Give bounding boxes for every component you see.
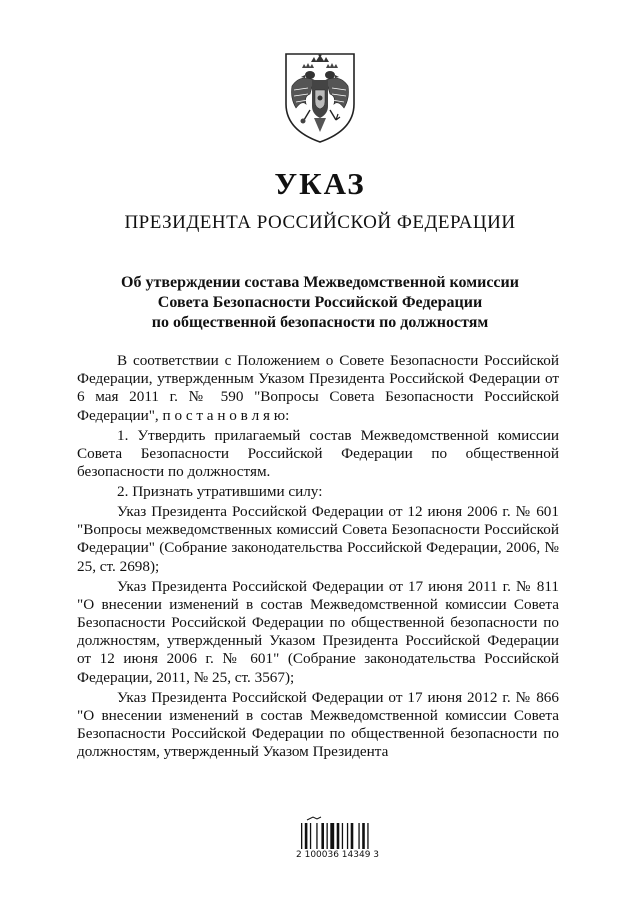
decree-heading [80, 273, 560, 333]
heading-line: Совета Безопасности Российской Федерации [157, 294, 483, 311]
body-paragraph: 2. Признать утратившими силу: [117, 483, 323, 501]
body-paragraph: Указ Президента Российской Федерации от 17 июня 2012 г. № 866 "О внесении изменений в состав Межведомственной комиссии Совета Безопасности Российской Федерации по общественной безопасности по должностям, утвержденный Указом Президента [77, 688, 559, 761]
body-paragraph: Указ Президента Российской Федерации от 17 июня 2011 г. № 811 "О внесении изменений в состав Межведомственной комиссии Совета Безопасности Российской Федерации по общественной безопасности по должностям, утвержденный Указом Президента Российской Федерации от 12 июня 2006 г. № 601" (Собрание законодательства Российской Федерации, 2011, № 25, ст. 3567); [77, 577, 559, 686]
document-title: УКАЗ [274, 166, 366, 201]
document-subtitle: ПРЕЗИДЕНТА РОССИЙСКОЙ ФЕДЕРАЦИИ [124, 212, 516, 233]
decree-body [77, 352, 559, 763]
russian-coat-of-arms-icon [280, 50, 360, 144]
body-paragraph: 1. Утвердить прилагаемый состав Межведомственной комиссии Совета Безопасности Российской Федерации по общественной безопасности по должностям. [77, 426, 559, 481]
heading-line: по общественной безопасности по должностям [151, 314, 489, 331]
barcode-number: 2 100036 14349 3 [296, 850, 380, 860]
body-paragraph: В соответствии с Положением о Совете Безопасности Российской Федерации, утвержденным Указом Президента Российской Федерации от 6 мая 2011 г. № 590 "Вопросы Совета Безопасности Российской Федерации", п о с т а н о в л я ю: [77, 352, 559, 424]
heading-line: Об утверждении состава Межведомственной комиссии [121, 274, 519, 291]
body-paragraph: Указ Президента Российской Федерации от 12 июня 2006 г. № 601 "Вопросы межведомственных комиссий Совета Безопасности Российской Федерации" (Собрание законодательства Российской Федерации, 2006, № 25, ст. 2698); [77, 503, 559, 575]
